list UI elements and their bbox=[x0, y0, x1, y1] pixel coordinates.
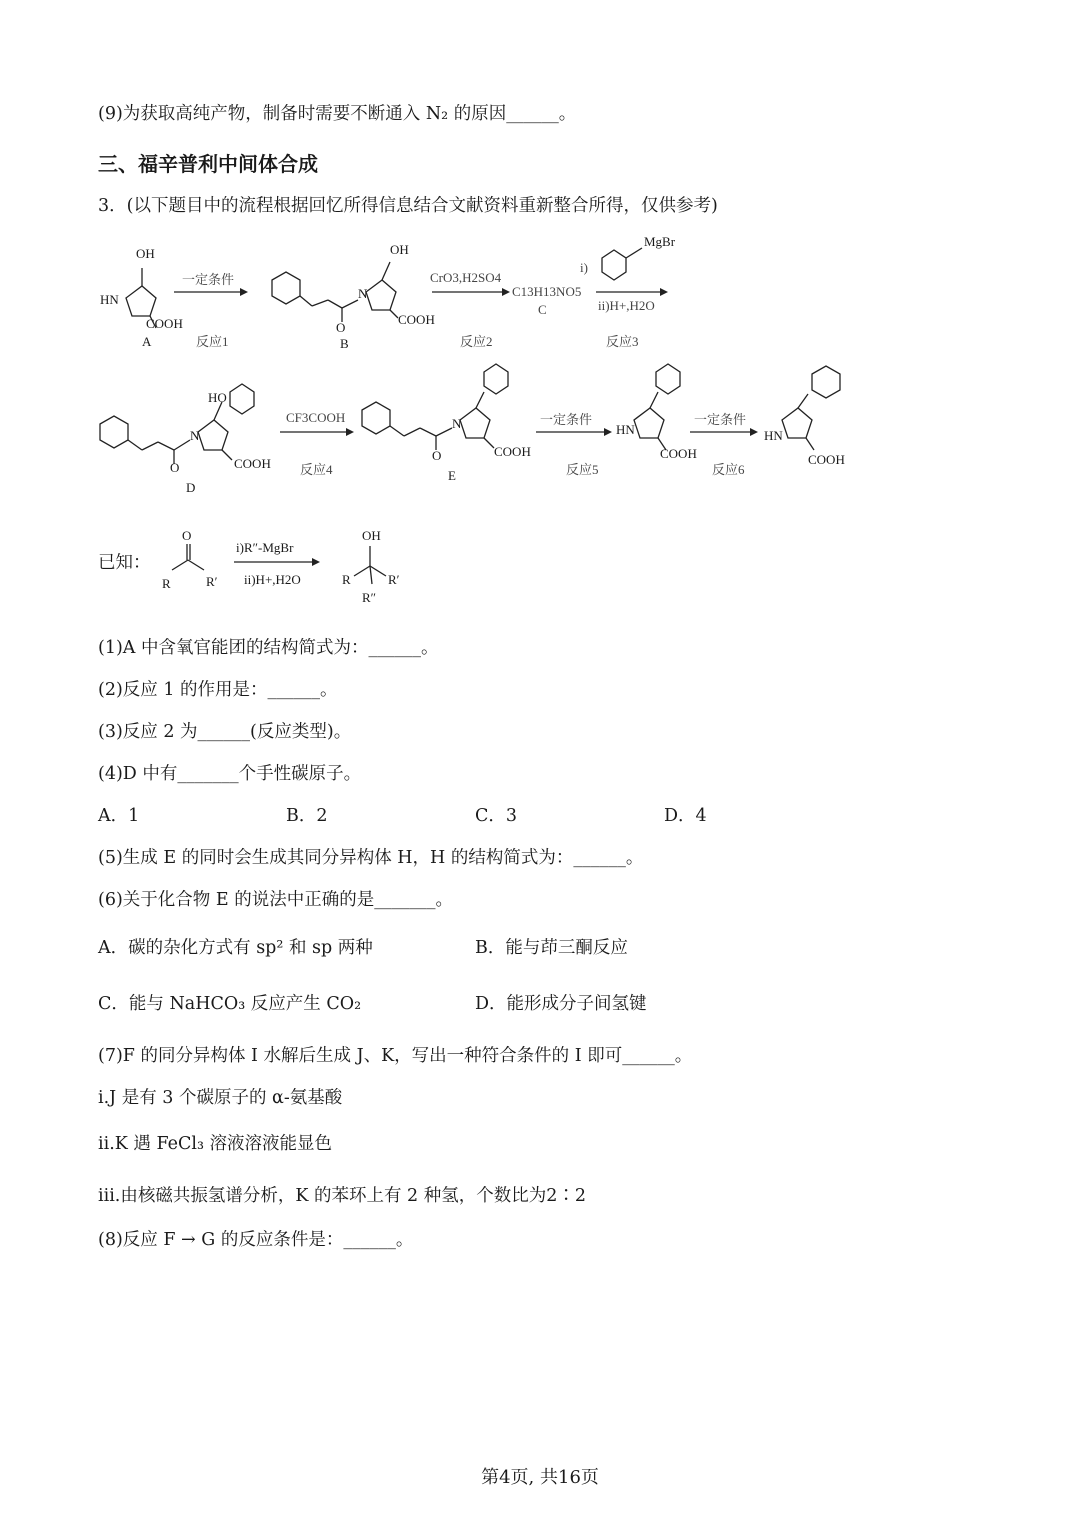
q4-option-b: B．2 bbox=[286, 806, 328, 826]
svg-text:COOH: COOH bbox=[234, 456, 271, 471]
svg-text:R″: R″ bbox=[362, 590, 377, 605]
label-b: B bbox=[340, 336, 349, 351]
condition-6: 一定条件 bbox=[694, 412, 747, 427]
svg-text:OH: OH bbox=[390, 242, 409, 257]
svg-text:O: O bbox=[182, 528, 192, 543]
svg-text:O: O bbox=[170, 460, 180, 475]
svg-text:HO: HO bbox=[208, 390, 227, 405]
condition-3: ii)H+,H2O bbox=[598, 298, 655, 313]
question-8: (8)反应 F → G 的反应条件是：______。 bbox=[98, 1230, 414, 1250]
svg-text:N: N bbox=[190, 428, 200, 443]
q6-option-b: B．能与茚三酮反应 bbox=[475, 938, 628, 958]
compound-b bbox=[272, 242, 435, 351]
section-title: 三、福辛普利中间体合成 bbox=[98, 152, 318, 176]
q6-option-c: C．能与 NaHCO₃ 反应产生 CO₂ bbox=[98, 994, 362, 1014]
svg-text:HN: HN bbox=[764, 428, 783, 443]
q4-option-c: C．3 bbox=[475, 806, 518, 826]
svg-text:HN: HN bbox=[616, 422, 635, 437]
svg-text:O: O bbox=[336, 320, 346, 335]
question-6: (6)关于化合物 E 的说法中正确的是_______。 bbox=[98, 890, 453, 910]
compound-g bbox=[764, 366, 845, 467]
svg-text:已知：: 已知： bbox=[98, 553, 151, 573]
page-footer: 第4页, 共16页 bbox=[481, 1467, 599, 1488]
reaction-scheme bbox=[90, 228, 870, 508]
svg-text:HN: HN bbox=[100, 292, 119, 307]
svg-text:COOH: COOH bbox=[494, 444, 531, 459]
known-reagent-1: i)R″-MgBr bbox=[236, 540, 294, 555]
reaction-6-label: 反应6 bbox=[712, 462, 745, 477]
svg-text:COOH: COOH bbox=[660, 446, 697, 461]
label-c: C bbox=[538, 302, 547, 317]
question-7-condition-iii: iii.由核磁共振氢谱分析，K 的苯环上有 2 种氢，个数比为2∶2 bbox=[98, 1186, 587, 1206]
reaction-5-label: 反应5 bbox=[566, 462, 599, 477]
question-2: (2)反应 1 的作用是：______。 bbox=[98, 680, 338, 700]
question-5: (5)生成 E 的同时会生成其同分异构体 H，H 的结构简式为：______。 bbox=[98, 848, 644, 868]
q6-option-d: D．能形成分子间氢键 bbox=[475, 994, 647, 1014]
svg-text:R: R bbox=[342, 572, 351, 587]
question-7-condition-i: i.J 是有 3 个碳原子的 α-氨基酸 bbox=[98, 1088, 343, 1108]
q6-option-a: A．碳的杂化方式有 sp² 和 sp 两种 bbox=[98, 938, 373, 958]
label-a: A bbox=[142, 334, 152, 349]
svg-text:OH: OH bbox=[136, 246, 155, 261]
condition-4: CF3COOH bbox=[286, 410, 346, 425]
svg-text:N: N bbox=[452, 416, 462, 431]
compound-a bbox=[100, 246, 183, 349]
reaction-1-label: 反应1 bbox=[196, 334, 229, 349]
svg-text:COOH: COOH bbox=[146, 316, 183, 331]
svg-text:R′: R′ bbox=[206, 574, 218, 589]
svg-text:N: N bbox=[358, 286, 368, 301]
condition-2: CrO3,H2SO4 bbox=[430, 270, 502, 285]
reaction-2-label: 反应2 bbox=[460, 334, 493, 349]
svg-text:R: R bbox=[162, 576, 171, 591]
question-7-condition-ii: ii.K 遇 FeCl₃ 溶液溶液能显色 bbox=[98, 1134, 333, 1154]
svg-text:MgBr: MgBr bbox=[644, 234, 676, 249]
svg-text:R′: R′ bbox=[388, 572, 400, 587]
svg-text:O: O bbox=[432, 448, 442, 463]
svg-text:i): i) bbox=[580, 260, 588, 275]
compound-f bbox=[616, 364, 697, 461]
compound-d bbox=[100, 384, 271, 495]
svg-text:OH: OH bbox=[362, 528, 381, 543]
known-reagent-2: ii)H+,H2O bbox=[244, 572, 301, 587]
condition-1: 一定条件 bbox=[182, 272, 235, 287]
condition-5: 一定条件 bbox=[540, 412, 593, 427]
known-reaction bbox=[98, 522, 438, 612]
svg-text:COOH: COOH bbox=[398, 312, 435, 327]
reaction-3-label: 反应3 bbox=[606, 334, 639, 349]
q4-option-a: A．1 bbox=[98, 806, 140, 826]
question-7: (7)F 的同分异构体 I 水解后生成 J、K，写出一种符合条件的 I 即可______。 bbox=[98, 1046, 693, 1066]
svg-text:COOH: COOH bbox=[808, 452, 845, 467]
q4-option-d: D．4 bbox=[664, 806, 707, 826]
question-3: (3)反应 2 为______(反应类型)。 bbox=[98, 722, 352, 742]
reaction-4-label: 反应4 bbox=[300, 462, 333, 477]
question-4: (4)D 中有_______个手性碳原子。 bbox=[98, 764, 362, 784]
question-1: (1)A 中含氧官能团的结构简式为：______。 bbox=[98, 638, 439, 658]
question-9: (9)为获取高纯产物，制备时需要不断通入 N₂ 的原因______。 bbox=[98, 104, 577, 124]
compound-c-formula: C13H13NO5 bbox=[512, 284, 582, 299]
label-e: E bbox=[448, 468, 456, 483]
compound-e bbox=[362, 364, 531, 483]
question-3-intro: 3．(以下题目中的流程根据回忆所得信息结合文献资料重新整合所得，仅供参考) bbox=[98, 196, 718, 216]
label-d: D bbox=[186, 480, 196, 495]
